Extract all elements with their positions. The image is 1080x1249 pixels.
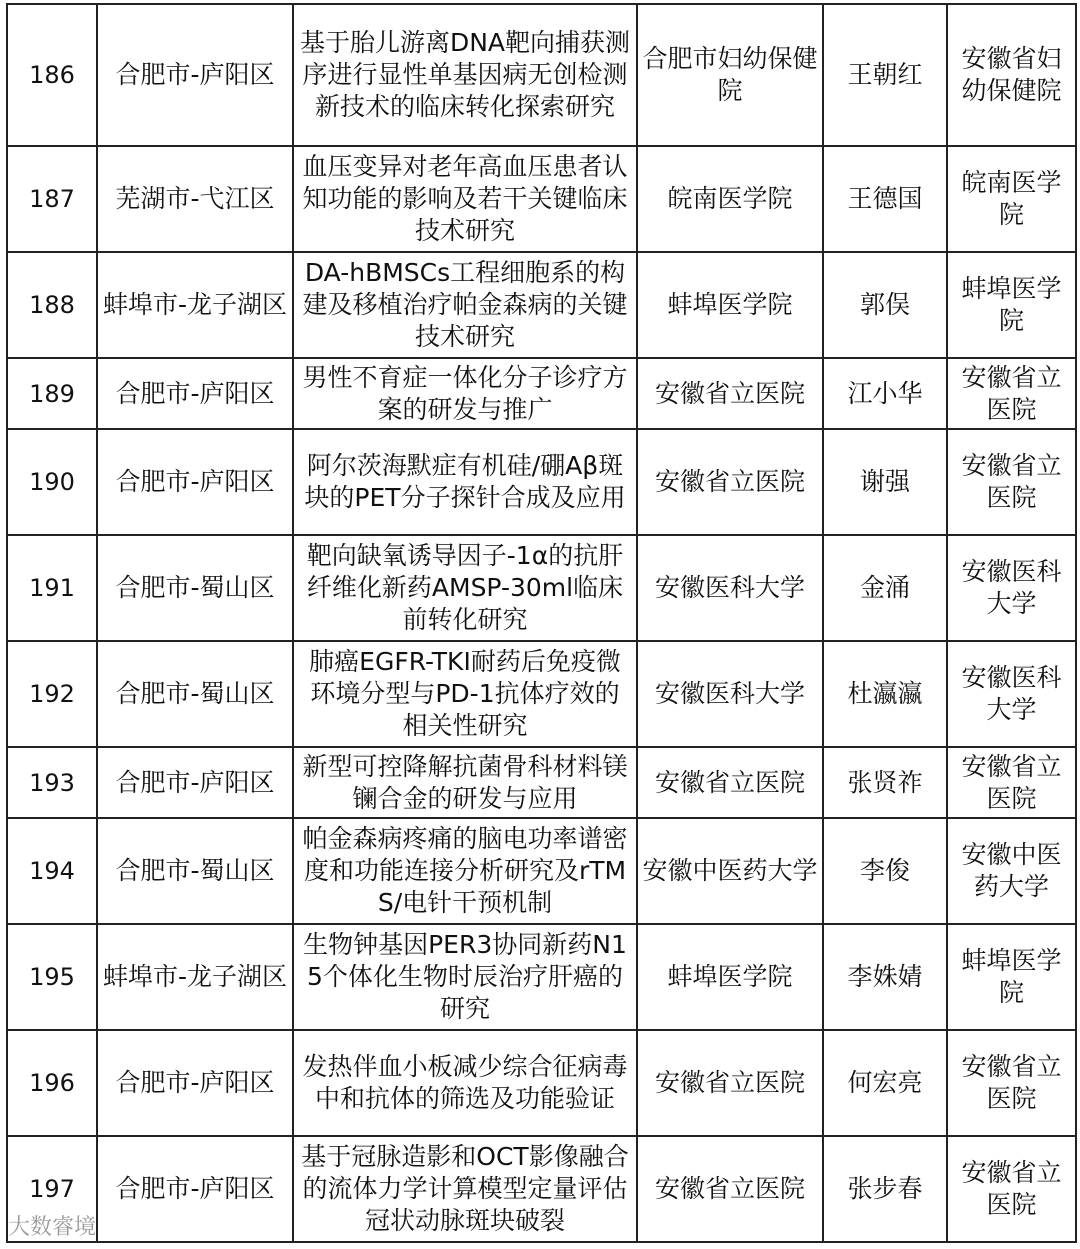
organization-cell: 安徽医科大学 — [947, 641, 1076, 747]
row-number: 193 — [7, 747, 97, 818]
applicant-unit-cell: 安徽省立医院 — [637, 1136, 823, 1242]
region-cell: 芜湖市-弋江区 — [97, 146, 293, 252]
project-title-cell: 肺癌EGFR-TKI耐药后免疫微环境分型与PD-1抗体疗效的相关性研究 — [293, 641, 637, 747]
applicant-unit-cell: 安徽省立医院 — [637, 747, 823, 818]
project-title-cell: 基于胎儿游离DNA靶向捕获测序进行显性单基因病无创检测新技术的临床转化探索研究 — [293, 4, 637, 146]
table-row — [7, 4, 1076, 146]
project-leader-cell: 金涌 — [823, 535, 947, 641]
table-row — [7, 252, 1076, 358]
table-row — [7, 818, 1076, 924]
organization-cell: 蚌埠医学院 — [947, 924, 1076, 1030]
project-leader-cell: 李俊 — [823, 818, 947, 924]
row-number: 190 — [7, 429, 97, 535]
table-row — [7, 146, 1076, 252]
region-cell: 合肥市-庐阳区 — [97, 358, 293, 429]
organization-cell: 安徽中医药大学 — [947, 818, 1076, 924]
project-leader-cell: 李姝婧 — [823, 924, 947, 1030]
project-leader-cell: 王德国 — [823, 146, 947, 252]
applicant-unit-cell: 安徽省立医院 — [637, 1030, 823, 1136]
applicant-unit-cell: 安徽省立医院 — [637, 429, 823, 535]
applicant-unit-cell: 安徽中医药大学 — [637, 818, 823, 924]
organization-cell: 皖南医学院 — [947, 146, 1076, 252]
project-leader-cell: 江小华 — [823, 358, 947, 429]
organization-cell: 安徽省立医院 — [947, 1030, 1076, 1136]
applicant-unit-cell: 安徽省立医院 — [637, 358, 823, 429]
watermark: 大数睿境 — [8, 1215, 97, 1240]
table-row — [7, 747, 1076, 818]
row-number: 195 — [7, 924, 97, 1030]
project-title-cell: 帕金森病疼痛的脑电功率谱密度和功能连接分析研究及rTMS/电针干预机制 — [293, 818, 637, 924]
organization-cell: 安徽省立医院 — [947, 1136, 1076, 1242]
applicant-unit-cell: 皖南医学院 — [637, 146, 823, 252]
table-row — [7, 1136, 1076, 1242]
row-number: 191 — [7, 535, 97, 641]
project-leader-cell: 何宏亮 — [823, 1030, 947, 1136]
row-number: 187 — [7, 146, 97, 252]
project-leader-cell: 张贤祚 — [823, 747, 947, 818]
project-title-cell: 生物钟基因PER3协同新药N15个体化生物时辰治疗肝癌的研究 — [293, 924, 637, 1030]
row-number: 189 — [7, 358, 97, 429]
project-leader-cell: 杜瀛瀛 — [823, 641, 947, 747]
project-leader-cell: 郭俣 — [823, 252, 947, 358]
project-title-cell: 发热伴血小板减少综合征病毒中和抗体的筛选及功能验证 — [293, 1030, 637, 1136]
project-title-cell: 血压变异对老年高血压患者认知功能的影响及若干关键临床技术研究 — [293, 146, 637, 252]
row-number: 192 — [7, 641, 97, 747]
project-title-cell: 基于冠脉造影和OCT影像融合的流体力学计算模型定量评估冠状动脉斑块破裂 — [293, 1136, 637, 1242]
organization-cell: 安徽省立医院 — [947, 358, 1076, 429]
organization-cell: 安徽医科大学 — [947, 535, 1076, 641]
region-cell: 合肥市-蜀山区 — [97, 818, 293, 924]
applicant-unit-cell: 蚌埠医学院 — [637, 924, 823, 1030]
table-row — [7, 535, 1076, 641]
project-leader-cell: 谢强 — [823, 429, 947, 535]
region-cell: 合肥市-庐阳区 — [97, 1030, 293, 1136]
project-title-cell: 阿尔茨海默症有机硅/硼Aβ斑块的PET分子探针合成及应用 — [293, 429, 637, 535]
project-title-cell: 靶向缺氧诱导因子-1α的抗肝纤维化新药AMSP-30ml临床前转化研究 — [293, 535, 637, 641]
applicant-unit-cell: 安徽医科大学 — [637, 535, 823, 641]
applicant-unit-cell: 蚌埠医学院 — [637, 252, 823, 358]
region-cell: 蚌埠市-龙子湖区 — [97, 924, 293, 1030]
project-title-cell: 男性不育症一体化分子诊疗方案的研发与推广 — [293, 358, 637, 429]
region-cell: 合肥市-蜀山区 — [97, 641, 293, 747]
applicant-unit-cell: 安徽医科大学 — [637, 641, 823, 747]
region-cell: 合肥市-庐阳区 — [97, 1136, 293, 1242]
table-row — [7, 641, 1076, 747]
table-row — [7, 924, 1076, 1030]
table-row — [7, 429, 1076, 535]
project-title-cell: 新型可控降解抗菌骨科材料镁镧合金的研发与应用 — [293, 747, 637, 818]
row-number: 196 — [7, 1030, 97, 1136]
organization-cell: 安徽省妇幼保健院 — [947, 4, 1076, 146]
organization-cell: 安徽省立医院 — [947, 429, 1076, 535]
region-cell: 合肥市-庐阳区 — [97, 4, 293, 146]
region-cell: 合肥市-庐阳区 — [97, 747, 293, 818]
project-leader-cell: 王朝红 — [823, 4, 947, 146]
project-leader-cell: 张步春 — [823, 1136, 947, 1242]
row-number: 194 — [7, 818, 97, 924]
table-row — [7, 358, 1076, 429]
region-cell: 蚌埠市-龙子湖区 — [97, 252, 293, 358]
row-number: 188 — [7, 252, 97, 358]
region-cell: 合肥市-庐阳区 — [97, 429, 293, 535]
region-cell: 合肥市-蜀山区 — [97, 535, 293, 641]
row-number: 197 — [7, 1136, 97, 1242]
project-title-cell: DA-hBMSCs工程细胞系的构建及移植治疗帕金森病的关键技术研究 — [293, 252, 637, 358]
organization-cell: 蚌埠医学院 — [947, 252, 1076, 358]
organization-cell: 安徽省立医院 — [947, 747, 1076, 818]
row-number: 186 — [7, 4, 97, 146]
applicant-unit-cell: 合肥市妇幼保健院 — [637, 4, 823, 146]
table-row — [7, 1030, 1076, 1136]
project-table — [6, 3, 1077, 1243]
